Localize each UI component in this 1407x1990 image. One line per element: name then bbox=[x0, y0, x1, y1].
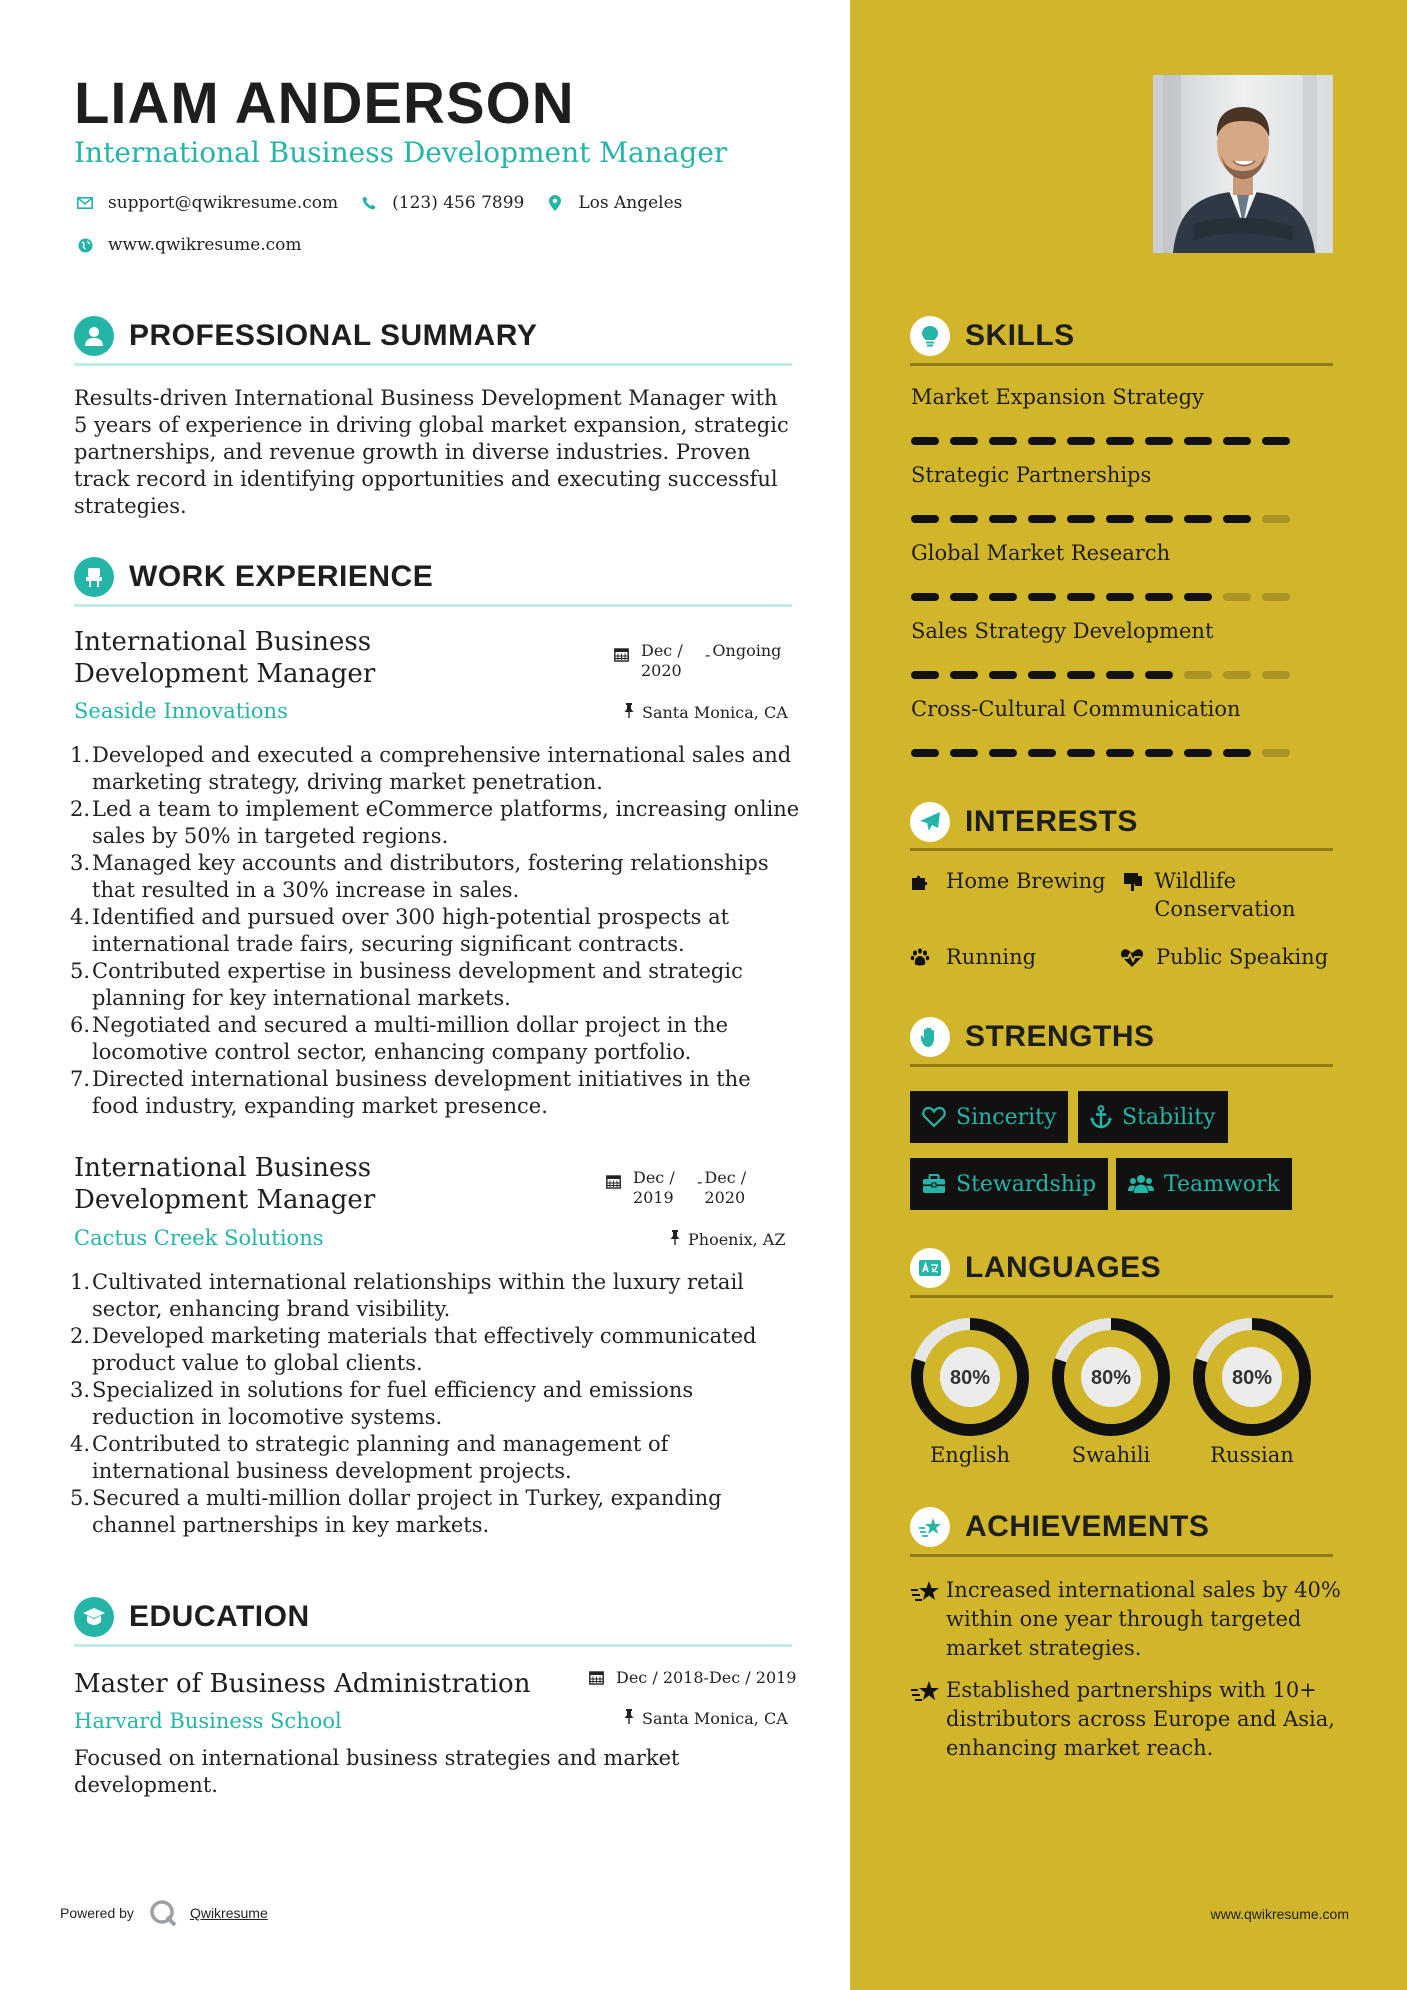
skill-dash bbox=[1067, 593, 1095, 601]
flag-icon bbox=[1123, 871, 1144, 899]
job-location: Santa Monica, CA bbox=[624, 703, 788, 722]
job-bullets bbox=[70, 1269, 800, 1539]
phone-text: (123) 456 7899 bbox=[392, 193, 525, 213]
skill-name: Global Market Research bbox=[911, 541, 1171, 565]
user-icon bbox=[74, 316, 114, 356]
skill-name: Market Expansion Strategy bbox=[911, 385, 1204, 409]
experience-title: WORK EXPERIENCE bbox=[129, 560, 434, 593]
skill-dash bbox=[989, 437, 1017, 445]
language-icon bbox=[910, 1248, 950, 1288]
skill-dash bbox=[1184, 515, 1212, 523]
graduation-cap-icon bbox=[74, 1597, 114, 1637]
skill-dash bbox=[1106, 437, 1134, 445]
skill-dash bbox=[911, 593, 939, 601]
language-percent: 80% bbox=[1090, 1367, 1132, 1389]
language-item bbox=[1190, 1315, 1314, 1467]
anchor-icon bbox=[1090, 1105, 1112, 1129]
skill-rating bbox=[911, 671, 1301, 679]
language-progress-ring bbox=[908, 1315, 1032, 1439]
interests-divider bbox=[910, 848, 1333, 851]
list-item: 6. Negotiated and secured a multi-million dollar project in the locomotive control sector, enhancing company portfolio. bbox=[70, 1013, 729, 1064]
education-date-text: Dec / 2018-Dec / 2019 bbox=[616, 1668, 797, 1687]
job-bullets bbox=[70, 742, 800, 1120]
pushpin-icon bbox=[624, 703, 634, 722]
skill-dash bbox=[1262, 749, 1290, 757]
heartbeat-icon bbox=[1120, 947, 1146, 975]
location-text: Los Angeles bbox=[578, 193, 683, 213]
skill-dash bbox=[950, 593, 978, 601]
skill-dash bbox=[1262, 437, 1290, 445]
summary-heading bbox=[74, 316, 537, 356]
skills-title: SKILLS bbox=[965, 319, 1075, 352]
education-title: EDUCATION bbox=[129, 1600, 310, 1633]
envelope-icon bbox=[74, 192, 96, 214]
skill-dash bbox=[1028, 593, 1056, 601]
skill-dash bbox=[911, 749, 939, 757]
education-heading bbox=[74, 1597, 310, 1637]
skill-dash bbox=[911, 671, 939, 679]
calendar-icon bbox=[614, 647, 629, 667]
language-progress-ring bbox=[1190, 1315, 1314, 1439]
job-date-end: Ongoing bbox=[712, 641, 782, 660]
list-item: 3. Specialized in solutions for fuel efficiency and emissions reduction in locomotive systems. bbox=[70, 1378, 694, 1429]
puzzle-icon bbox=[910, 871, 936, 899]
achievements-heading bbox=[910, 1507, 1209, 1547]
skill-dash bbox=[1067, 671, 1095, 679]
qwikresume-logo-icon bbox=[148, 1898, 178, 1928]
strength-badge: Teamwork bbox=[1116, 1158, 1292, 1210]
powered-by: Powered by Qwikresume bbox=[60, 1898, 268, 1928]
skill-rating bbox=[911, 749, 1301, 757]
chair-icon bbox=[74, 557, 114, 597]
interest-item: Wildlife Conservation bbox=[1123, 867, 1343, 923]
list-item: 5. Secured a multi-million dollar project in Turkey, expanding channel partnerships in key markets. bbox=[70, 1486, 722, 1537]
job-title: International Business Development Manager bbox=[74, 627, 376, 689]
job-dates: Dec / 2019 - Dec / 2020 bbox=[606, 1168, 754, 1208]
skill-dash bbox=[1184, 593, 1212, 601]
strength-badge: Sincerity bbox=[910, 1091, 1068, 1143]
achievement-item: Established partnerships with 10+ distributors across Europe and Asia, enhancing market reach. bbox=[910, 1676, 1350, 1763]
skill-dash bbox=[1223, 437, 1251, 445]
email-text: support@qwikresume.com bbox=[108, 193, 339, 213]
strength-badge: Stewardship bbox=[910, 1158, 1108, 1210]
lightbulb-icon bbox=[910, 316, 950, 356]
summary-divider bbox=[74, 363, 792, 366]
skill-dash bbox=[989, 515, 1017, 523]
skill-dash bbox=[1184, 437, 1212, 445]
skill-dash bbox=[1106, 749, 1134, 757]
skill-dash bbox=[1223, 515, 1251, 523]
phone-icon bbox=[358, 192, 380, 214]
skill-dash bbox=[1028, 437, 1056, 445]
skill-dash bbox=[1028, 515, 1056, 523]
contact-row-2 bbox=[74, 234, 322, 256]
list-item: 1. Developed and executed a comprehensive international sales and marketing strategy, driving market penetration. bbox=[70, 743, 792, 794]
shooting-star-icon bbox=[910, 1680, 946, 1712]
languages-heading bbox=[910, 1248, 1161, 1288]
contact-location bbox=[544, 192, 682, 214]
skill-dash bbox=[1067, 515, 1095, 523]
skill-dash bbox=[950, 671, 978, 679]
skill-dash bbox=[950, 749, 978, 757]
summary-title: PROFESSIONAL SUMMARY bbox=[129, 319, 538, 352]
list-item: 3. Managed key accounts and distributors, fostering relationships that resulted in a 30% increase in sales. bbox=[70, 851, 769, 902]
website-text: www.qwikresume.com bbox=[108, 235, 302, 255]
languages-divider bbox=[910, 1295, 1333, 1298]
summary-text: Results-driven International Business Development Manager with 5 years of experience in driving global market expansion, strategic partnerships, and revenue growth in diverse industries. Proven track record in identifying opportunities and executing successful strategies. bbox=[74, 386, 789, 518]
job-date-start: Dec / 2020 bbox=[641, 641, 683, 680]
contact-phone[interactable] bbox=[358, 192, 524, 214]
qwikresume-link[interactable]: Qwikresume bbox=[189, 1905, 268, 1921]
pushpin-icon bbox=[624, 1709, 634, 1728]
shooting-star-icon bbox=[910, 1580, 946, 1612]
language-name: Swahili bbox=[1071, 1443, 1151, 1467]
achievement-item: Increased international sales by 40% within one year through targeted market strategies. bbox=[910, 1576, 1350, 1663]
list-item: 7. Directed international business development initiatives in the food industry, expanding market presence. bbox=[70, 1067, 751, 1118]
skill-dash bbox=[950, 437, 978, 445]
job-location: Phoenix, AZ bbox=[670, 1230, 785, 1249]
list-item: 4. Identified and pursued over 300 high-potential prospects at international trade fairs, securing significant contracts. bbox=[70, 905, 730, 956]
profile-photo bbox=[1153, 75, 1333, 253]
job-dates: Dec / 2020 - Ongoing bbox=[614, 641, 774, 681]
interest-item: Home Brewing bbox=[910, 867, 1106, 899]
footer-website[interactable]: www.qwikresume.com bbox=[1210, 1906, 1349, 1922]
calendar-icon bbox=[589, 1670, 604, 1690]
skill-dash bbox=[989, 671, 1017, 679]
skill-name: Sales Strategy Development bbox=[911, 619, 1214, 643]
education-dates bbox=[589, 1668, 796, 1690]
language-name: English bbox=[929, 1443, 1011, 1467]
contact-website[interactable] bbox=[74, 234, 302, 256]
achievements-title: ACHIEVEMENTS bbox=[965, 1510, 1210, 1543]
education-divider bbox=[74, 1644, 792, 1647]
list-item: 4. Contributed to strategic planning and management of international business development projects. bbox=[70, 1432, 669, 1483]
contact-row bbox=[74, 192, 702, 214]
interest-item: Public Speaking bbox=[1120, 943, 1328, 975]
language-name: Russian bbox=[1210, 1443, 1294, 1467]
skill-dash bbox=[950, 515, 978, 523]
skill-dash bbox=[989, 593, 1017, 601]
company-name: Seaside Innovations bbox=[74, 699, 288, 723]
skill-dash bbox=[1145, 671, 1173, 679]
company-name: Cactus Creek Solutions bbox=[74, 1226, 324, 1250]
language-item bbox=[908, 1315, 1032, 1467]
skill-rating bbox=[911, 437, 1301, 445]
skill-dash bbox=[911, 437, 939, 445]
skill-dash bbox=[989, 749, 1017, 757]
achievements-divider bbox=[910, 1554, 1333, 1557]
heart-icon bbox=[922, 1106, 946, 1128]
paw-icon bbox=[910, 947, 936, 975]
skill-rating bbox=[911, 515, 1301, 523]
globe-icon bbox=[74, 234, 96, 256]
list-item: 2. Led a team to implement eCommerce platforms, increasing online sales by 50% in targeted regions. bbox=[70, 797, 800, 848]
school-name: Harvard Business School bbox=[74, 1709, 342, 1733]
skill-dash bbox=[911, 515, 939, 523]
briefcase-icon bbox=[922, 1173, 946, 1195]
strength-badge: Stability bbox=[1078, 1091, 1228, 1143]
paper-plane-icon bbox=[910, 802, 950, 842]
language-progress-ring bbox=[1049, 1315, 1173, 1439]
interests-title: INTERESTS bbox=[965, 805, 1138, 838]
interests-heading bbox=[910, 802, 1138, 842]
candidate-title: International Business Development Manager bbox=[74, 136, 728, 169]
skill-dash bbox=[1262, 671, 1290, 679]
strengths-heading bbox=[910, 1017, 1155, 1057]
experience-heading bbox=[74, 557, 433, 597]
skill-dash bbox=[1223, 749, 1251, 757]
skill-dash bbox=[1223, 671, 1251, 679]
degree-title: Master of Business Administration bbox=[74, 1669, 531, 1699]
skill-dash bbox=[1028, 671, 1056, 679]
strengths-divider bbox=[910, 1064, 1333, 1067]
skill-dash bbox=[1145, 749, 1173, 757]
list-item: 2. Developed marketing materials that effectively communicated product value to global clients. bbox=[70, 1324, 757, 1375]
skill-dash bbox=[1184, 671, 1212, 679]
experience-divider bbox=[74, 604, 792, 607]
skill-rating bbox=[911, 593, 1301, 601]
language-item bbox=[1049, 1315, 1173, 1467]
skill-name: Cross-Cultural Communication bbox=[911, 697, 1241, 721]
skill-dash bbox=[1106, 671, 1134, 679]
skill-dash bbox=[1106, 593, 1134, 601]
users-icon bbox=[1128, 1173, 1154, 1195]
skill-dash bbox=[1145, 515, 1173, 523]
skill-dash bbox=[1184, 749, 1212, 757]
education-description: Focused on international business strategies and market development. bbox=[74, 1746, 680, 1797]
education-location: Santa Monica, CA bbox=[624, 1709, 788, 1728]
skill-dash bbox=[1106, 515, 1134, 523]
hand-icon bbox=[910, 1017, 950, 1057]
map-marker-icon bbox=[544, 192, 566, 214]
contact-email[interactable] bbox=[74, 192, 338, 214]
pushpin-icon bbox=[670, 1230, 680, 1249]
list-item: 5. Contributed expertise in business development and strategic planning for key international markets. bbox=[70, 959, 743, 1010]
skills-heading bbox=[910, 316, 1075, 356]
skill-dash bbox=[1028, 749, 1056, 757]
candidate-name: LIAM ANDERSON bbox=[74, 71, 575, 136]
skill-dash bbox=[1223, 593, 1251, 601]
skill-dash bbox=[1262, 593, 1290, 601]
skill-dash bbox=[1262, 515, 1290, 523]
shooting-star-icon bbox=[910, 1507, 950, 1547]
job-date-start: Dec / 2019 bbox=[633, 1168, 675, 1207]
job-title: International Business Development Manager bbox=[74, 1153, 376, 1215]
skills-divider bbox=[910, 363, 1333, 366]
list-item: 1. Cultivated international relationships within the luxury retail sector, enhancing brand visibility. bbox=[70, 1270, 744, 1321]
language-percent: 80% bbox=[1231, 1367, 1273, 1389]
strengths-title: STRENGTHS bbox=[965, 1020, 1155, 1053]
skill-dash bbox=[1145, 593, 1173, 601]
skill-name: Strategic Partnerships bbox=[911, 463, 1152, 487]
skill-dash bbox=[1067, 749, 1095, 757]
job-date-end: Dec / 2020 bbox=[704, 1168, 747, 1207]
skill-dash bbox=[1145, 437, 1173, 445]
language-percent: 80% bbox=[949, 1367, 991, 1389]
skill-dash bbox=[1067, 437, 1095, 445]
calendar-icon bbox=[606, 1174, 621, 1194]
interest-item: Running bbox=[910, 943, 1036, 975]
languages-title: LANGUAGES bbox=[965, 1251, 1162, 1284]
